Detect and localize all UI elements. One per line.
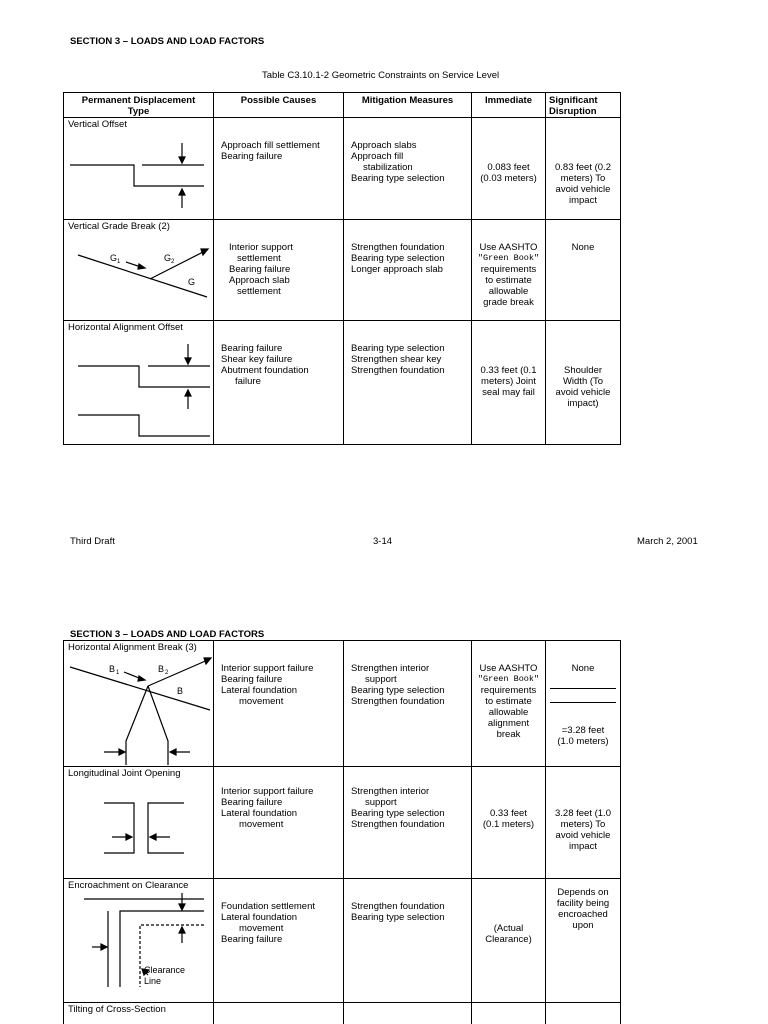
mitigation-text: Bearing type selection xyxy=(351,253,445,264)
significant-text: None xyxy=(571,242,595,253)
immediate-text: Use AASHTO xyxy=(479,663,538,674)
immediate-text: Clearance) xyxy=(485,934,532,945)
horizontal-offset-diagram xyxy=(64,321,214,445)
immediate-text: meters) Joint xyxy=(481,376,536,387)
mitigation-text: Strengthen foundation xyxy=(351,242,445,253)
mitigation-text: Strengthen foundation xyxy=(351,819,445,830)
row-title: Horizontal Alignment Offset xyxy=(68,322,183,333)
causes-cell xyxy=(214,767,344,879)
footer-date: March 2, 2001 xyxy=(637,536,698,547)
grade-label-g2-subscript: 2 xyxy=(171,259,175,265)
row-title: Vertical Grade Break (2) xyxy=(68,221,170,232)
cause-text: movement xyxy=(239,819,284,830)
immediate-cell xyxy=(472,1003,546,1024)
displacement-type-cell xyxy=(64,879,214,1003)
mitigation-text: Bearing type selection xyxy=(351,173,445,184)
section-header: SECTION 3 – LOADS AND LOAD FACTORS xyxy=(70,629,265,640)
table-row xyxy=(64,641,621,767)
significant-text: avoid vehicle xyxy=(555,184,611,195)
mitigation-text: Strengthen foundation xyxy=(351,365,445,376)
green-book-text: "Green Book" xyxy=(477,674,540,684)
mitigation-text: Strengthen foundation xyxy=(351,901,445,912)
column-header-mitigation: Mitigation Measures xyxy=(344,93,472,118)
break-label-b2: B xyxy=(158,664,165,674)
mitigation-text: Strengthen shear key xyxy=(351,354,442,365)
footer-left: Third Draft xyxy=(70,536,115,547)
immediate-text: 0.33 feet xyxy=(490,808,527,819)
cause-text: Foundation settlement xyxy=(221,901,316,912)
cause-text: Interior support xyxy=(229,242,293,253)
causes-cell xyxy=(214,879,344,1003)
significant-text: impact xyxy=(569,195,597,206)
immediate-cell xyxy=(472,220,546,321)
table-row xyxy=(64,118,621,220)
cause-text: Bearing failure xyxy=(221,674,283,685)
table-header-row xyxy=(64,93,621,118)
significant-text: Shoulder xyxy=(563,365,603,376)
mitigation-cell xyxy=(344,321,472,445)
immediate-text: (0.03 meters) xyxy=(480,173,537,184)
causes-cell xyxy=(214,220,344,321)
immediate-text: requirements xyxy=(480,685,537,696)
vertical-offset-diagram xyxy=(64,118,214,220)
immediate-text: 0.33 feet (0.1 xyxy=(480,365,537,376)
break-label-b1: B xyxy=(109,664,116,674)
table-row xyxy=(64,220,621,321)
cause-text: Bearing failure xyxy=(221,151,283,162)
significant-text: None xyxy=(571,663,595,674)
cause-text: Approach fill settlement xyxy=(221,140,320,151)
row-title: Longitudinal Joint Opening xyxy=(68,768,181,779)
section-header: SECTION 3 – LOADS AND LOAD FACTORS xyxy=(70,36,265,47)
significant-text: 0.83 feet (0.2 xyxy=(555,162,611,173)
column-header-immediate: Immediate xyxy=(472,93,546,118)
grade-label-g2: G xyxy=(164,253,172,263)
break-label-b1-subscript: 1 xyxy=(116,670,120,676)
clearance-label: Clearance xyxy=(144,965,186,975)
causes-cell xyxy=(214,321,344,445)
immediate-text: (Actual xyxy=(493,923,524,934)
footer-page-number: 3-14 xyxy=(373,536,393,547)
table-row xyxy=(64,767,621,879)
immediate-text: to estimate xyxy=(485,696,532,707)
cause-text: movement xyxy=(239,696,284,707)
cell-divider xyxy=(550,688,616,689)
break-label-b: B xyxy=(177,686,184,696)
mitigation-text: support xyxy=(365,674,397,685)
mitigation-text: Strengthen interior xyxy=(351,663,430,674)
significant-text: Depends on xyxy=(557,887,609,898)
mitigation-text: stabilization xyxy=(363,162,413,173)
row-title: Tilting of Cross-Section xyxy=(68,1004,166,1015)
significant-text: impact) xyxy=(567,398,599,409)
cause-text: Abutment foundation xyxy=(221,365,309,376)
clearance-line-label: Line xyxy=(144,976,162,986)
immediate-cell xyxy=(472,118,546,220)
significant-text: meters) To xyxy=(560,819,606,830)
cause-text: settlement xyxy=(237,253,281,264)
mitigation-text: Approach slabs xyxy=(351,140,417,151)
significant-text: (1.0 meters) xyxy=(557,736,609,747)
displacement-type-cell xyxy=(64,641,214,767)
significant-text: encroached xyxy=(558,909,608,920)
immediate-text: 0.083 feet xyxy=(487,162,530,173)
cause-text: Interior support failure xyxy=(221,786,314,797)
mitigation-text: Approach fill xyxy=(351,151,404,162)
immediate-cell xyxy=(472,321,546,445)
immediate-text: grade break xyxy=(483,297,534,308)
cause-text: Lateral foundation xyxy=(221,912,298,923)
mitigation-text: Bearing type selection xyxy=(351,912,445,923)
mitigation-cell xyxy=(344,641,472,767)
cause-text: movement xyxy=(239,923,284,934)
mitigation-text: support xyxy=(365,797,397,808)
significant-cell xyxy=(546,1003,621,1024)
mitigation-text: Bearing type selection xyxy=(351,808,445,819)
mitigation-cell xyxy=(344,1003,472,1024)
table-row xyxy=(64,879,621,1003)
significant-cell xyxy=(546,321,621,445)
grade-label-g1: G xyxy=(110,253,118,263)
row-title: Horizontal Alignment Break (3) xyxy=(68,642,197,653)
mitigation-text: Strengthen interior xyxy=(351,786,430,797)
mitigation-cell xyxy=(344,220,472,321)
immediate-cell xyxy=(472,767,546,879)
table-row xyxy=(64,321,621,445)
cell-divider xyxy=(550,702,616,703)
joint-opening-diagram xyxy=(64,767,214,879)
significant-cell xyxy=(546,879,621,1003)
mitigation-text: Strengthen foundation xyxy=(351,696,445,707)
immediate-text: seal may fail xyxy=(482,387,535,398)
constraints-table-continued xyxy=(63,640,621,1024)
immediate-text: requirements xyxy=(480,264,537,275)
break-label-b2-subscript: 2 xyxy=(165,670,169,676)
cause-text: Shear key failure xyxy=(221,354,293,365)
significant-text: facility being xyxy=(556,898,610,909)
displacement-type-cell xyxy=(64,321,214,445)
significant-text: 3.28 feet (1.0 xyxy=(555,808,611,819)
cause-text: failure xyxy=(235,376,261,387)
significant-cell xyxy=(546,767,621,879)
immediate-text: to estimate xyxy=(485,275,532,286)
mitigation-cell xyxy=(344,879,472,1003)
column-header-causes: Possible Causes xyxy=(214,93,344,118)
row-title: Encroachment on Clearance xyxy=(68,880,189,891)
significant-text: avoid vehicle xyxy=(555,830,611,841)
significant-cell xyxy=(546,220,621,321)
column-header-significant: Significant Disruption xyxy=(546,93,621,118)
immediate-text: alignment xyxy=(487,718,530,729)
table-row xyxy=(64,1003,621,1024)
constraints-table xyxy=(63,92,621,445)
causes-cell xyxy=(214,118,344,220)
displacement-type-cell xyxy=(64,767,214,879)
displacement-type-cell xyxy=(64,220,214,321)
significant-cell xyxy=(546,118,621,220)
cause-text: Bearing failure xyxy=(229,264,291,275)
column-header-type: Permanent Displacement Type xyxy=(64,93,214,118)
table-caption: Table C3.10.1-2 Geometric Constraints on Service Level xyxy=(262,70,500,81)
cause-text: Lateral foundation xyxy=(221,808,298,819)
row-title: Vertical Offset xyxy=(68,119,127,130)
clearance-diagram xyxy=(64,879,214,1003)
significant-text: meters) To xyxy=(560,173,606,184)
immediate-text: (0.1 meters) xyxy=(482,819,535,830)
displacement-type-cell xyxy=(64,1003,214,1024)
immediate-text: allowable xyxy=(488,286,529,297)
cause-text: Bearing failure xyxy=(221,934,283,945)
significant-text: Width (To xyxy=(562,376,604,387)
cause-text: Interior support failure xyxy=(221,663,314,674)
grade-break-diagram xyxy=(64,220,214,321)
green-book-text: "Green Book" xyxy=(477,253,540,263)
significant-text: impact xyxy=(569,841,597,852)
cause-text: Approach slab xyxy=(229,275,290,286)
causes-cell xyxy=(214,1003,344,1024)
mitigation-text: Longer approach slab xyxy=(351,264,443,275)
immediate-text: break xyxy=(496,729,521,740)
grade-label-g1-subscript: 1 xyxy=(117,259,121,265)
cause-text: settlement xyxy=(237,286,281,297)
immediate-cell xyxy=(472,641,546,767)
immediate-cell xyxy=(472,879,546,1003)
cause-text: Bearing failure xyxy=(221,343,283,354)
mitigation-cell xyxy=(344,767,472,879)
immediate-text: allowable xyxy=(488,707,529,718)
mitigation-text: Bearing type selection xyxy=(351,343,445,354)
displacement-type-cell xyxy=(64,118,214,220)
significant-text: avoid vehicle xyxy=(555,387,611,398)
cause-text: Lateral foundation xyxy=(221,685,298,696)
significant-cell xyxy=(546,641,621,767)
cause-text: Bearing failure xyxy=(221,797,283,808)
mitigation-cell xyxy=(344,118,472,220)
significant-text: upon xyxy=(572,920,594,931)
causes-cell xyxy=(214,641,344,767)
mitigation-text: Bearing type selection xyxy=(351,685,445,696)
alignment-break-diagram xyxy=(64,641,214,767)
grade-label-g: G xyxy=(188,277,196,287)
immediate-text: Use AASHTO xyxy=(479,242,538,253)
significant-text: =3.28 feet xyxy=(561,725,605,736)
